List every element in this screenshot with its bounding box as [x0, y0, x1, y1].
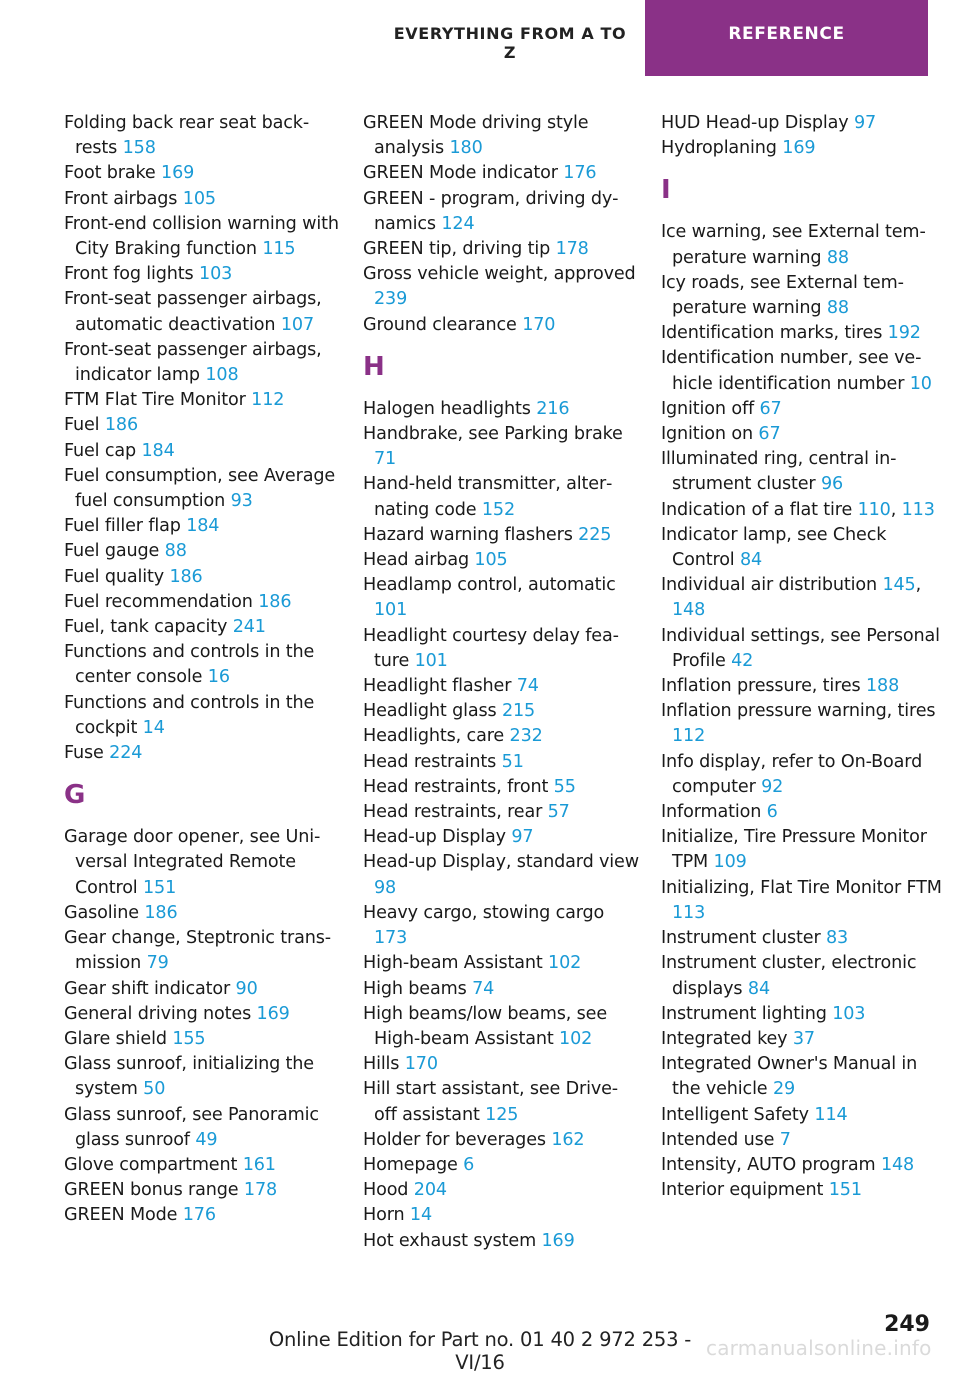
index-entry [363, 472, 639, 522]
page-reference-link[interactable]: 170 [404, 1054, 438, 1075]
index-entry-text: Illuminated ring, central instrument cluster [661, 449, 897, 495]
index-entry [64, 1103, 340, 1153]
page-reference-link[interactable]: 186 [258, 591, 292, 612]
index-entry-text: Gear shift indicator [64, 978, 231, 999]
index-entry [363, 237, 639, 262]
index-entry-text: Gross vehicle weight, approved [363, 264, 636, 285]
page-reference-link[interactable]: 192 [887, 323, 921, 344]
index-entry: Individual air distribution 145, 148 [661, 575, 922, 621]
index-entry-text: Garage door opener, see Universal Integrated Remote Control [64, 827, 321, 898]
index-entry [661, 1002, 945, 1027]
index-entry-text: Gear change, Steptronic transmission [64, 928, 332, 974]
page-reference-link[interactable]: 55 [553, 776, 576, 797]
index-entry [64, 741, 340, 766]
page-reference-link[interactable]: 239 [374, 289, 408, 310]
index-entry-text: Individual air distribution [661, 575, 877, 596]
index-entry [363, 573, 639, 623]
index-entry [64, 977, 340, 1002]
page-reference-link[interactable]: 148 [672, 600, 706, 621]
index-entry-text: Fuse [64, 743, 104, 764]
page-reference-link[interactable]: 115 [262, 239, 296, 260]
index-entry-text: Head-up Display [363, 827, 506, 848]
index-entry [64, 1002, 340, 1027]
page-reference-link[interactable]: 88 [826, 298, 849, 319]
page-reference-link[interactable]: 113 [672, 902, 706, 923]
page-reference-link[interactable]: 14 [142, 717, 165, 738]
index-entry-text: Head restraints, rear [363, 802, 543, 823]
page-reference-link[interactable]: 103 [832, 1003, 866, 1024]
index-entry-text: Info display, refer to On-Board computer [661, 751, 923, 797]
index-entry [363, 699, 639, 724]
page-reference-link[interactable]: 113 [901, 499, 935, 520]
index-entry-text: Gasoline [64, 902, 139, 923]
index-entry-text: Initializing, Flat Tire Monitor FTM [661, 877, 942, 898]
index-entry-text: Front airbags [64, 188, 178, 209]
index-entry-text: GREEN tip, driving tip [363, 239, 551, 260]
page-reference-link[interactable]: 96 [820, 474, 844, 495]
page-reference-link[interactable]: 162 [551, 1129, 585, 1150]
index-entry [661, 1178, 945, 1203]
page-reference-link[interactable]: 216 [536, 398, 570, 419]
index-entry-text: Instrument cluster, electronic displays [661, 953, 917, 999]
edition-footer: Online Edition for Part no. 01 40 2 972 253 - VI/16 [268, 1328, 692, 1374]
page-reference-link[interactable]: 125 [485, 1104, 519, 1125]
page-reference-link[interactable]: 108 [205, 365, 239, 386]
index-entry [64, 615, 340, 640]
index-entry [661, 699, 945, 749]
index-entry-text: Head restraints [363, 751, 497, 772]
index-entry-text: Integrated key [661, 1028, 788, 1049]
index-entry-text: General driving notes [64, 1003, 252, 1024]
watermark: carmanualsonline.info [706, 1336, 932, 1360]
page-reference-link[interactable]: 7 [779, 1129, 791, 1150]
index-entry-text: GREEN Mode [64, 1205, 178, 1226]
index-entry-text: Functions and controls in the cockpit [64, 692, 315, 738]
index-entry-text: Headlight courtesy delay feature [363, 625, 619, 671]
index-entry-text: Heavy cargo, stowing cargo [363, 902, 605, 923]
index-entry-text: Integrated Owner's Manual in the vehicle [661, 1054, 918, 1100]
index-entry [661, 346, 945, 396]
index-entry [661, 624, 945, 674]
index-entry-text: Ground clearance [363, 314, 517, 335]
page-reference-link[interactable]: 180 [449, 138, 483, 159]
index-entry-text: Fuel filler flap [64, 516, 181, 537]
page-reference-link[interactable]: 97 [511, 827, 534, 848]
index-entry-text: Inflation pressure, tires [661, 676, 861, 697]
page-reference-link[interactable]: 110 [857, 499, 891, 520]
index-entry [64, 464, 340, 514]
page-reference-link[interactable]: 6 [463, 1154, 475, 1175]
page-reference-link[interactable]: 51 [501, 751, 524, 772]
index-entry [661, 397, 945, 422]
index-entry-text: Initialize, Tire Pressure Monitor TPM [661, 827, 927, 873]
index-entry [363, 111, 639, 161]
index-entry [64, 439, 340, 464]
page-reference-link[interactable]: 204 [413, 1180, 447, 1201]
index-entry-text: Indication of a flat tire [661, 499, 853, 520]
page-reference-link[interactable]: 98 [374, 877, 397, 898]
index-entry-text: Head-up Display, standard view [363, 852, 639, 873]
index-entry-text: Front-end collision warning with City Braking function [64, 213, 339, 260]
page-reference-link[interactable]: 92 [761, 776, 784, 797]
index-entry [64, 1052, 340, 1102]
index-entry [64, 691, 340, 741]
index-letter-heading: H [363, 351, 385, 382]
page-reference-link[interactable]: 109 [713, 852, 747, 873]
page-reference-link[interactable]: 173 [374, 928, 408, 949]
index-entry-text: Holder for beverages [363, 1129, 546, 1150]
index-column-2 [363, 111, 639, 1254]
index-entry-text: Glass sunroof, see Panoramic glass sunroof [64, 1104, 319, 1150]
index-entry [64, 565, 340, 590]
index-entry [64, 413, 340, 438]
index-entry-text: Instrument lighting [661, 1003, 827, 1024]
index-entry [363, 1229, 639, 1254]
index-entry-text: Hill start assistant, see Drive-off assistant [363, 1079, 619, 1125]
index-entry-text: HUD Head-up Display [661, 113, 849, 133]
page-reference-link[interactable]: 186 [144, 902, 178, 923]
page-reference-link[interactable]: 112 [672, 726, 706, 747]
page-reference-link[interactable]: 176 [182, 1205, 216, 1226]
index-entry-text: Head airbag [363, 550, 469, 571]
page-number: 249 [884, 1312, 930, 1337]
page-reference-link[interactable]: 67 [759, 398, 782, 419]
index-entry-text: Intelligent Safety [661, 1104, 809, 1125]
page-reference-link[interactable]: 232 [509, 726, 543, 747]
page-reference-link[interactable]: 84 [740, 550, 763, 571]
index-entry [363, 1203, 639, 1228]
index-entry [661, 422, 945, 447]
index-entry [661, 136, 945, 161]
page-reference-link[interactable]: 112 [251, 390, 285, 411]
index-entry [363, 1052, 639, 1077]
index-column-3 [661, 111, 945, 1203]
index-entry-text: FTM Flat Tire Monitor [64, 390, 246, 411]
index-entry [64, 514, 340, 539]
index-entry-text: Hills [363, 1054, 400, 1075]
page-reference-link[interactable]: 241 [232, 617, 266, 638]
index-entry [64, 111, 340, 161]
index-entry-text: Headlights, care [363, 726, 505, 747]
index-entry-text: Glare shield [64, 1028, 167, 1049]
page-reference-link[interactable]: 97 [853, 113, 877, 133]
index-entry [661, 271, 945, 321]
index-entry-text: Instrument cluster [661, 928, 821, 949]
index-entry [363, 1178, 639, 1203]
index-entry-text: GREEN - program, driving dynamics [363, 188, 619, 234]
index-entry [661, 1052, 945, 1102]
index-entry-text: Inflation pressure warning, tires [661, 701, 936, 722]
reference-tab: REFERENCE [645, 0, 928, 76]
index-entry-text: Front fog lights [64, 264, 194, 285]
page-reference-link[interactable]: 188 [866, 676, 900, 697]
page-reference-link[interactable]: 74 [472, 978, 495, 999]
index-entry [64, 825, 340, 901]
index-entry [363, 1077, 639, 1127]
index-entry [363, 977, 639, 1002]
page-reference-link[interactable]: 225 [578, 524, 612, 545]
index-entry-text: Headlight flasher [363, 676, 512, 697]
page-reference-link[interactable]: 105 [182, 188, 216, 209]
index-entry [64, 640, 340, 690]
page-reference-link[interactable]: 151 [828, 1180, 862, 1201]
page-reference-link[interactable]: 176 [563, 163, 597, 184]
index-entry [363, 674, 639, 699]
page-reference-link[interactable]: 215 [501, 701, 536, 722]
index-entry-text: Ignition off [661, 398, 755, 419]
page-reference-link[interactable]: 152 [481, 499, 516, 520]
index-entry-text: Interior equipment [661, 1180, 824, 1201]
section-label: EVERYTHING FROM A TO Z [393, 24, 627, 62]
index-entry [363, 548, 639, 573]
index-entry-text: GREEN bonus range [64, 1180, 239, 1201]
page-reference-link[interactable]: 88 [826, 247, 849, 268]
index-entry [363, 1002, 639, 1052]
page-reference-link[interactable]: 37 [792, 1028, 815, 1049]
page-reference-link[interactable]: 161 [242, 1154, 276, 1175]
page-reference-link[interactable]: 101 [414, 650, 448, 671]
index-entry [661, 951, 945, 1001]
index-entry [64, 287, 340, 337]
index-entry [661, 1103, 945, 1128]
page-reference-link[interactable]: 29 [772, 1079, 796, 1100]
index-entry [363, 775, 639, 800]
index-entry-text: Hydroplaning [661, 138, 777, 159]
index-entry-text: Indicator lamp, see Check Control [661, 524, 887, 571]
index-entry [661, 111, 945, 136]
index-entry [64, 212, 340, 262]
page-reference-link[interactable]: 170 [522, 314, 556, 335]
index-entry [363, 1128, 639, 1153]
index-entry [661, 1027, 945, 1052]
page-reference-link[interactable]: 50 [143, 1079, 166, 1100]
index-entry [64, 388, 340, 413]
page-reference-link[interactable]: 169 [541, 1230, 575, 1251]
page-reference-link[interactable]: 102 [559, 1028, 593, 1049]
index-entry [363, 1153, 639, 1178]
index-entry-text: Fuel quality [64, 566, 164, 587]
page-reference-link[interactable]: 83 [825, 928, 849, 949]
index-entry-text: Fuel recommendation [64, 591, 253, 612]
page-reference-link[interactable]: 6 [766, 802, 778, 823]
index-entry-text: Intended use [661, 1129, 775, 1150]
index-entry-text: Fuel cap [64, 440, 137, 461]
index-entry-text: Hood [363, 1180, 409, 1201]
index-entry-text: Head restraints, front [363, 776, 549, 797]
index-entry [64, 926, 340, 976]
index-letter-heading: I [661, 175, 671, 206]
index-entry [64, 262, 340, 287]
page-reference-link[interactable]: 102 [548, 953, 582, 974]
index-entry-text: Hot exhaust system [363, 1230, 537, 1251]
index-entry-text: Front-seat passenger airbags, indicator lamp [64, 339, 322, 386]
index-entry [661, 220, 945, 270]
page-reference-link[interactable]: 105 [474, 550, 508, 571]
index-entry-text: Headlamp control, automatic [363, 575, 616, 596]
index-entry-text: Glass sunroof, initializing the system [64, 1054, 314, 1100]
index-entry [363, 523, 639, 548]
index-entry [661, 926, 945, 951]
page-reference-link[interactable]: 155 [172, 1028, 206, 1049]
index-entry-text: Ice warning, see External temperature warning [661, 222, 926, 268]
index-entry-text: Foot brake [64, 163, 156, 184]
index-entry [64, 338, 340, 388]
page-reference-link[interactable]: 184 [141, 440, 175, 461]
index-entry-text: GREEN Mode driving style analysis [363, 113, 589, 159]
page-reference-link[interactable]: 107 [280, 314, 314, 335]
index-entry-text: Horn [363, 1205, 405, 1226]
index-entry [661, 321, 945, 346]
index-entry [64, 1153, 340, 1178]
index-entry-text: Glove compartment [64, 1154, 238, 1175]
index-entry [363, 397, 639, 422]
index-entry [661, 1153, 945, 1178]
page-reference-link[interactable]: 49 [195, 1129, 218, 1150]
index-entry [363, 313, 639, 338]
index-entry [64, 539, 340, 564]
page-reference-link[interactable]: 90 [235, 978, 258, 999]
index-entry-text: Ignition on [661, 424, 753, 445]
page-reference-link[interactable]: 158 [122, 138, 156, 159]
page-reference-link[interactable]: 93 [230, 491, 253, 512]
index-entry [363, 750, 639, 775]
index-entry-text: Identification number, see vehicle identification number [661, 348, 922, 394]
index-entry [64, 901, 340, 926]
page-reference-link[interactable]: 124 [441, 213, 475, 234]
page-reference-link[interactable]: 84 [747, 978, 770, 999]
index-entry-text: Identification marks, tires [661, 323, 883, 344]
index-entry [661, 825, 945, 875]
page-reference-link[interactable]: 186 [104, 415, 139, 436]
index-entry [363, 422, 639, 472]
page-reference-link[interactable]: 169 [161, 163, 195, 184]
index-entry-text: High-beam Assistant [363, 953, 543, 974]
page-reference-link[interactable]: 71 [374, 449, 397, 470]
index-entry: Indication of a flat tire 110, 113 [661, 499, 935, 520]
index-entry-text: Folding back rear seat backrests [64, 113, 310, 159]
index-entry-text: Fuel gauge [64, 541, 160, 562]
index-entry [363, 850, 639, 900]
page-reference-link[interactable]: 101 [374, 600, 408, 621]
index-entry [64, 1027, 340, 1052]
index-entry-text: Fuel, tank capacity [64, 617, 228, 638]
page-reference-link[interactable]: 14 [409, 1205, 433, 1226]
index-entry-text: Fuel [64, 415, 100, 436]
page-reference-link[interactable]: 178 [555, 239, 589, 260]
page-reference-link[interactable]: 103 [199, 264, 233, 285]
index-entry [363, 951, 639, 976]
index-entry-text: Individual settings, see Personal Profile [661, 625, 940, 671]
page-reference-link[interactable]: 169 [256, 1003, 290, 1024]
page-reference-link[interactable]: 148 [880, 1154, 915, 1175]
page-reference-link[interactable]: 16 [207, 667, 230, 688]
index-entry-text: Headlight glass [363, 701, 497, 722]
index-entry-text: GREEN Mode indicator [363, 163, 558, 184]
page-reference-link[interactable]: 79 [146, 953, 169, 974]
index-entry [363, 187, 639, 237]
index-entry [363, 800, 639, 825]
index-entry [661, 447, 945, 497]
index-entry-text: High beams [363, 978, 467, 999]
page-reference-link[interactable]: 178 [243, 1180, 278, 1201]
page-reference-link[interactable]: 42 [731, 650, 754, 671]
index-entry [363, 161, 639, 186]
index-entry-text: Information [661, 802, 762, 823]
index-entry-text: Hand-held transmitter, alternating code [363, 474, 613, 520]
page-reference-link[interactable]: 186 [169, 566, 203, 587]
page-header [0, 0, 960, 76]
index-entry [64, 590, 340, 615]
index-entry [363, 825, 639, 850]
index-entry-text: Icy roads, see External temperature warning [661, 272, 904, 319]
index-entry-text: Hazard warning flashers [363, 524, 573, 545]
index-entry [661, 674, 945, 699]
index-entry-text: Halogen headlights [363, 398, 531, 419]
index-entry [64, 1203, 340, 1228]
index-entry [363, 724, 639, 749]
page-reference-link[interactable]: 10 [909, 373, 932, 394]
page-reference-link[interactable]: 184 [186, 516, 220, 537]
index-entry [661, 750, 945, 800]
page-reference-link[interactable]: 67 [758, 424, 781, 445]
index-entry [363, 262, 639, 312]
index-letter-heading: G [64, 780, 86, 811]
page-reference-link[interactable]: 74 [516, 676, 539, 697]
index-entry-text: High beams/low beams, see High-beam Assistant [363, 1003, 607, 1049]
index-entry [363, 624, 639, 674]
index-entry [363, 901, 639, 951]
index-entry-text: Homepage [363, 1154, 458, 1175]
page-reference-link[interactable]: 114 [814, 1104, 848, 1125]
index-entry [64, 161, 340, 186]
page-reference-link[interactable]: 88 [164, 541, 187, 562]
index-entry [661, 800, 945, 825]
page-reference-link[interactable]: 145 [882, 575, 916, 596]
index-column-1 [64, 111, 340, 1229]
index-entry-text: Fuel consumption, see Average fuel consumption [64, 465, 336, 512]
index-entry-text: Front-seat passenger airbags, automatic deactivation [64, 289, 322, 335]
index-entry-text: Handbrake, see Parking brake [363, 424, 623, 445]
page-reference-link[interactable]: 151 [143, 877, 177, 898]
index-entry-text: Functions and controls in the center console [64, 642, 315, 688]
index-entry [661, 1128, 945, 1153]
page-reference-link[interactable]: 57 [547, 802, 570, 823]
index-entry [661, 876, 945, 926]
index-entry [661, 523, 945, 573]
index-entry [64, 1178, 340, 1203]
page-reference-link[interactable]: 224 [109, 743, 143, 764]
page-reference-link[interactable]: 169 [782, 138, 816, 159]
index-entry-text: Intensity, AUTO program [661, 1154, 876, 1175]
index-entry [64, 187, 340, 212]
